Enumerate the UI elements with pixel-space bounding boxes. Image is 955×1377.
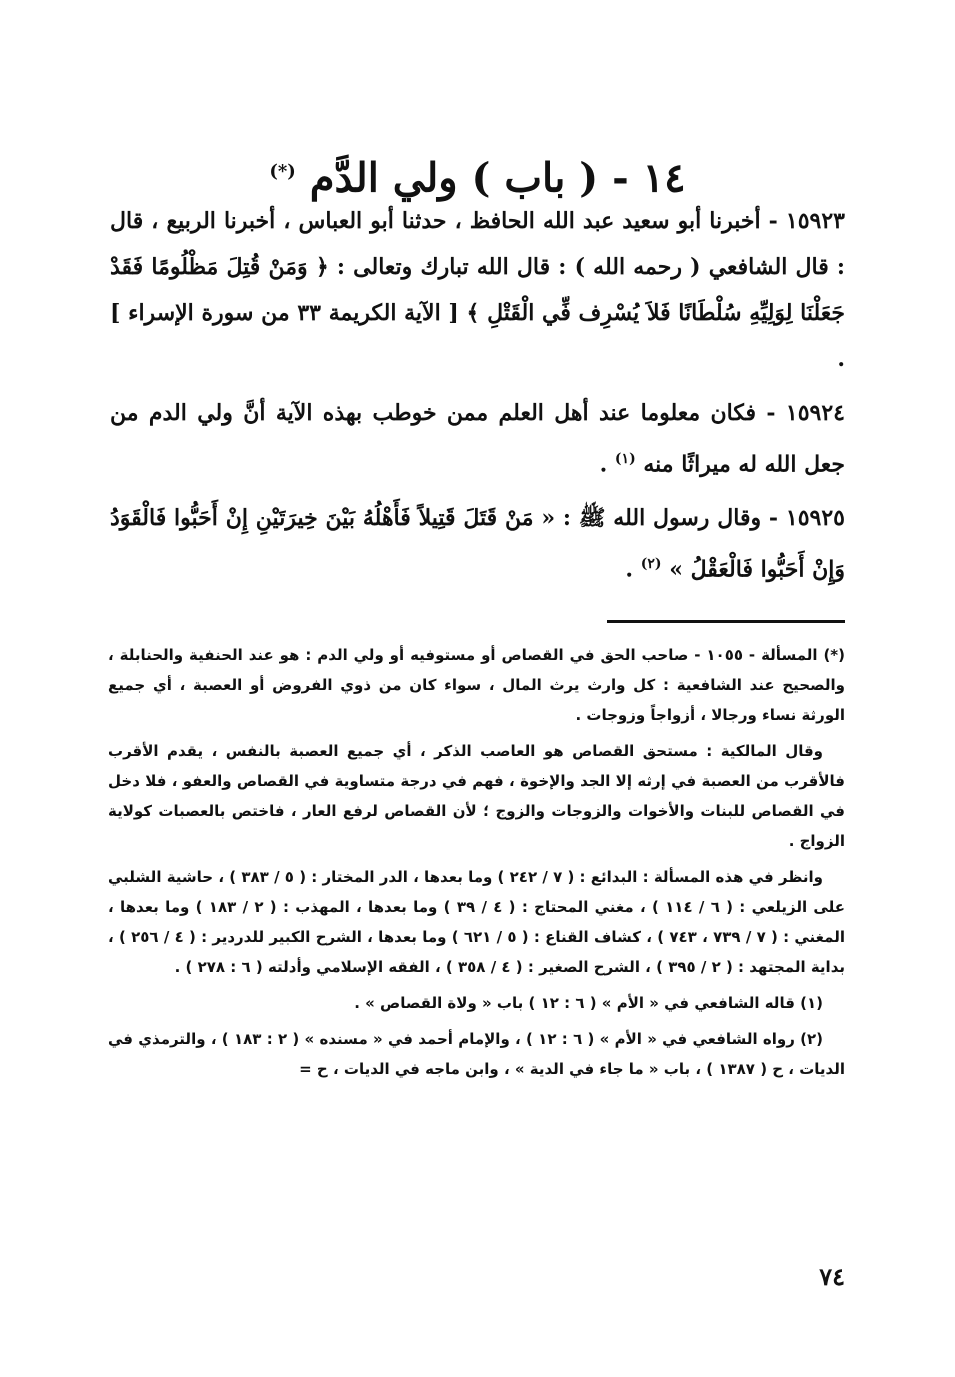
footnote-2: (٢) رواه الشافعي في « الأم » ( ٦ : ١٢ ) ، والإمام أحمد في « مسنده » ( ٢ : ١٨٣ ) ، والترمذي في الديات ، ح ( ١٣٨٧ ) ، باب « ما جاء في الدية » ، وابن ماجه في الديات ، ح = [108,1030,845,1078]
paragraph-end: . [625,556,634,583]
paragraph-text: فكان معلوما عند أهل العلم ممن خوطب بهذه الآية أنَّ ولي الدم من جعل الله له ميراثًا منه [110,400,845,478]
footnote-divider [607,620,845,623]
footnote-star: (*) المسألة - ١٠٥٥ - صاحب الحق في القصاص أو مستوفيه أو ولي الدم : هو عند الحنفية والحنابلة ، والصحيح عند الشافعية : كل وارث يرث المال ، سواء كان من ذوي الفروض أو العصبة ، أي جميع الورثة نساء ورجالا ، أزواجاً وزوجات . [108,646,846,724]
page-number: ٧٤ [819,1262,845,1291]
paragraph-text: أخبرنا أبو سعيد عبد الله الحافظ ، حدثنا أبو العباس ، أخبرنا الربيع ، قال : قال الشافعي ( رحمه الله ) : قال الله تبارك وتعالى : ﴿ وَمَنْ قُتِلَ مَظْلُومًا فَقَدْ جَعَلْنَا لِوَلِيِّهِ سُلْطَانًا فَلاَ يُسْرِف فِّي الْقَتْلِ ﴾ [ الآية الكريمة ٣٣ من سورة الإسراء ] . [110,208,846,372]
paragraph-number: ١٥٩٢٣ [785,208,845,234]
paragraph-15924: ١٥٩٢٤ - فكان معلوما عند أهل العلم ممن خوطب بهذه الآية أنَّ ولي الدم من جعل الله له ميراثًا منه $^{(١)}$ . [110,400,845,478]
paragraph-number: ١٥٩٢٤ [785,400,845,426]
paragraph-end: . [599,451,608,478]
footnote-ref-2: (٢) [640,556,662,573]
paragraph-15925: ١٥٩٢٥ - وقال رسول الله ﷺ : « مَنْ قَتَلَ قَتِيلاً فَأَهْلُهُ بَيْنَ خِيرَتَيْنِ إِنْ أَحَبُّوا فَالْقَوَدُ وَإِنْ أَحَبُّوا فَالْعَقْلُ » $^{(٢)}$ . [110,505,845,583]
paragraph-text: وقال رسول الله ﷺ : « مَنْ قَتَلَ قَتِيلاً فَأَهْلُهُ بَيْنَ خِيرَتَيْنِ إِنْ أَحَبُّوا فَالْقَوَدُ وَإِنْ أَحَبُّوا فَالْعَقْلُ » [110,505,845,583]
footnote-references: وانظر في هذه المسألة : البدائع : ( ٧ / ٢٤٢ ) وما بعدها ، الدر المختار : ( ٥ / ٣٨٣ ) ، حاشية الشلبي على الزيلعي : ( ٦ / ١١٤ ) ، مغني المحتاج : ( ٤ / ٣٩ ) وما بعدها ، المهذب : ( ٢ / ١٨٣ ) وما بعدها ، المغني : ( ٧ / ٧٣٩ ، ٧٤٣ ) ، كشاف القناع : ( ٥ / ٦٢١ ) وما بعدها ، الشرح الكبير للدردير : ( ٤ / ٢٥٦ ) ، بداية المجتهد : ( ٢ / ٣٩٥ ) ، الشرح الصغير : ( ٤ / ٣٥٨ ) ، الفقه الإسلامي وأدلته ( ٦ : ٢٧٨ ) . [108,868,845,976]
paragraph-number: ١٥٩٢٥ [785,505,845,532]
title-footnote-marker: (*) [269,161,296,182]
footnote-maliki: وقال المالكية : مستحق القصاص هو العاصب الذكر ، أي جميع العصبة بالنفس ، يقدم الأقرب فالأقرب من العصبة في إرثه إلا الجد والإخوة ، فهم في درجة متساوية في القصاص والعفو ، فلا دخل في القصاص للبنات والأخوات والزوجات والزوج ؛ لأن القصاص لرفع العار ، فاختص بالعصبات كولاية الزواج . [108,742,845,850]
chapter-title-text: ١٤ - ( باب ) ولي الدَّم [309,154,686,202]
footnotes [108,640,845,1090]
paragraph-15923: ١٥٩٢٣ - أخبرنا أبو سعيد عبد الله الحافظ ، حدثنا أبو العباس ، أخبرنا الربيع ، قال : قال الشافعي ( رحمه الله ) : قال الله تبارك وتعالى : ﴿ وَمَنْ قُتِلَ مَظْلُومًا فَقَدْ جَعَلْنَا لِوَلِيِّهِ سُلْطَانًا فَلاَ يُسْرِف فِّي الْقَتْلِ ﴾ [ الآية الكريمة ٣٣ من سورة الإسراء ] . [110,208,846,372]
footnote-1: (١) قاله الشافعي في « الأم » ( ٦ : ١٢ ) باب « ولاة القصاص » . [354,994,823,1012]
main-text [110,198,845,601]
footnote-ref-1: (١) [614,451,636,467]
